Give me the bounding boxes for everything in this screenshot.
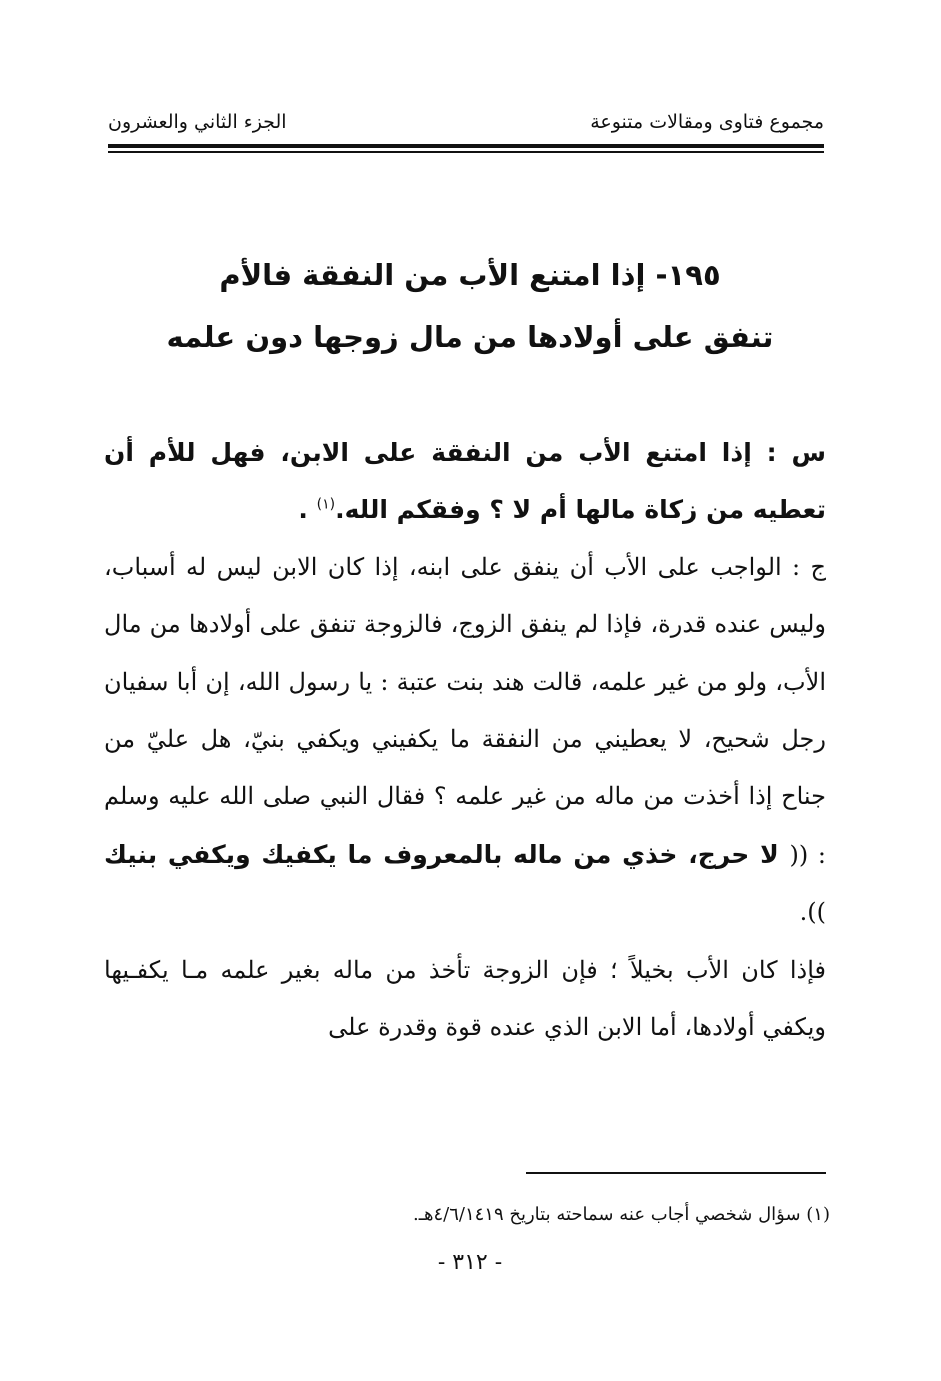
header-rule-thin — [108, 151, 824, 153]
title-line-2: تنفق على أولادها من مال زوجها دون علمه — [166, 320, 774, 354]
header-book-title: مجموع فتاوى ومقالات متنوعة — [590, 111, 824, 133]
header-rule-thick — [108, 144, 824, 148]
header-volume: الجزء الثاني والعشرون — [108, 111, 287, 133]
page-number: - ٣١٢ - — [437, 1250, 503, 1275]
question-text: س : إذا امتنع الأب من النفقة على الابن، فهل للأم أن تعطيه من زكاة مالها أم لا ؟ وفقكم الله. — [104, 438, 826, 525]
question-paragraph — [104, 424, 826, 539]
footnote-separator — [526, 1172, 826, 1174]
continuation-paragraph — [104, 942, 826, 1057]
answer-paragraph — [104, 539, 826, 942]
footnote: (١) سؤال شخصي أجاب عنه سماحته بتاريخ ٤/٦/١٤١٩هـ. — [413, 1204, 830, 1225]
hadith-quote: لا حرج، خذي من ماله بالمعروف ما يكفيك ويكفي بنيك — [104, 839, 790, 869]
fatwa-title — [150, 244, 790, 368]
body-text — [104, 424, 826, 1056]
footnote-reference: (١) — [316, 497, 336, 514]
answer-text: ج : الواجب على الأب أن ينفق على ابنه، إذا كان الابن ليس له أسباب، وليس عنده قدرة، فإذا لم ينفق الزوج، فالزوجة تنفق على أولادها من مال الأب، ولو من غير علمه، قالت هند بنت عتبة : يا رسول الله، إن أبا سفيان رجل شحيح، لا يعطيني من النفقة ما يكفيني ويكفي بنيّ، هل عليّ من جناح إذا أخذت من ماله من غير علمه ؟ فقال النبي صلى الله عليه وسلم : (( — [104, 552, 826, 869]
continuation-text: فإذا كان الأب بخيلاً ؛ فإن الزوجة تأخذ من ماله بغير علمه مـا يكفـيها ويكفي أولادها، أما الابن الذي عنده قوة وقدرة على — [104, 955, 826, 1042]
question-end: . — [298, 495, 317, 525]
answer-close: )). — [799, 898, 826, 927]
running-header — [108, 102, 824, 142]
title-line-1: ١٩٥- إذا امتنع الأب من النفقة فالأم — [219, 258, 721, 292]
